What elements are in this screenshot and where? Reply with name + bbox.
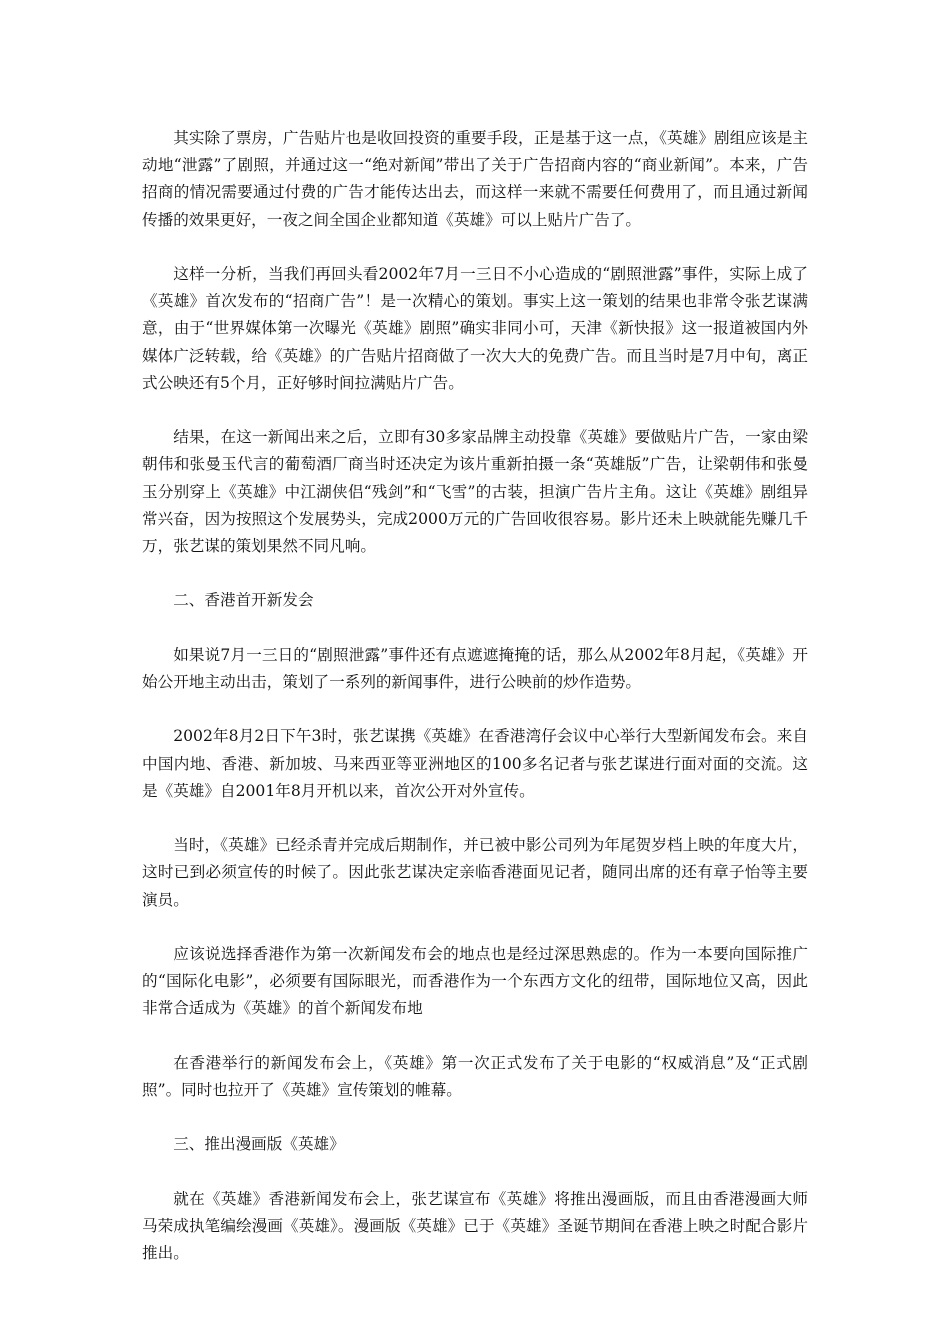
paragraph-hongkong-choice: 应该说选择香港作为第一次新闻发布会的地点也是经过深思熟虑的。作为一本要向国际推广的“国际化电影”，必须要有国际眼光，而香港作为一个东西方文化的纽带，国际地位又高，因此非常合适成为《英雄》的首个新闻发布地 [142, 944, 808, 1018]
document-body [142, 125, 808, 1295]
paragraph-post-production: 当时，《英雄》已经杀青并完成后期制作，并已被中影公司列为年尾贺岁档上映的年度大片，这时已到必须宣传的时候了。因此张艺谋决定亲临香港面见记者，随同出席的还有章子怡等主要演员。 [142, 836, 808, 909]
paragraph-press-conference: 2002年8月2日下午3时，张艺谋携《英雄》在香港湾仔会议中心举行大型新闻发布会。来自中国内地、香港、新加坡、马来西亚等亚洲地区的100多名记者与张艺谋进行面对面的交流。这是《英雄》自2001年8月开机以来，首次公开对外宣传。 [142, 727, 808, 800]
paragraph-brand-response: 结果，在这一新闻出来之后，立即有30多家品牌主动投靠《英雄》要做贴片广告，一家由梁朝伟和张曼玉代言的葡萄酒厂商当时还决定为该片重新拍摄一条“英雄版”广告，让梁朝伟和张曼玉分别穿上《英雄》中江湖侠侣“残剑”和“飞雪”的古装，担演广告片主角。这让《英雄》剧组异常兴奋，因为按照这个发展势头，完成2000万元的广告回收很容易。影片还未上映就能先赚几千万，张艺谋的策划果然不同凡响。 [142, 428, 808, 556]
paragraph-comic-launch: 就在《英雄》香港新闻发布会上，张艺谋宣布《英雄》将推出漫画版，而且由香港漫画大师马荣成执笔编绘漫画《英雄》。漫画版《英雄》已于《英雄》圣诞节期间在香港上映之时配合影片推出。 [142, 1189, 808, 1263]
paragraph-leak-analysis: 这样一分析，当我们再回头看2002年7月一三日不小心造成的“剧照泄露”事件，实际上成了《英雄》首次发布的“招商广告”！是一次精心的策划。事实上这一策划的结果也非常令张艺谋满意，由于“世界媒体第一次曝光《英雄》剧照”确实非同小可，天津《新快报》这一报道被国内外媒体广泛转载，给《英雄》的广告贴片招商做了一次大大的免费广告。而且当时是7月中旬，离正式公映还有5个月，正好够时间拉满贴片广告。 [142, 265, 808, 392]
paragraph-ad-sponsorship: 其实除了票房，广告贴片也是收回投资的重要手段，正是基于这一点，《英雄》剧组应该是主动地“泄露”了剧照，并通过这一“绝对新闻”带出了关于广告招商内容的“商业新闻”。本来，广告招商的情况需要通过付费的广告才能传达出去，而这样一来就不需要任何费用了，而且通过新闻传播的效果更好，一夜之间全国企业都知道《英雄》可以上贴片广告了。 [142, 129, 808, 229]
section-heading-comic-version: 三、推出漫画版《英雄》 [173, 1135, 345, 1154]
paragraph-official-release: 在香港举行的新闻发布会上，《英雄》第一次正式发布了关于电影的“权威消息”及“正式剧照”。同时也拉开了《英雄》宣传策划的帷幕。 [142, 1053, 808, 1099]
paragraph-august-campaign: 如果说7月一三日的“剧照泄露”事件还有点遮遮掩掩的话，那么从2002年8月起，《英雄》开始公开地主动出击，策划了一系列的新闻事件，进行公映前的炒作造势。 [142, 645, 808, 691]
section-heading-hongkong-press: 二、香港首开新发会 [173, 591, 314, 610]
